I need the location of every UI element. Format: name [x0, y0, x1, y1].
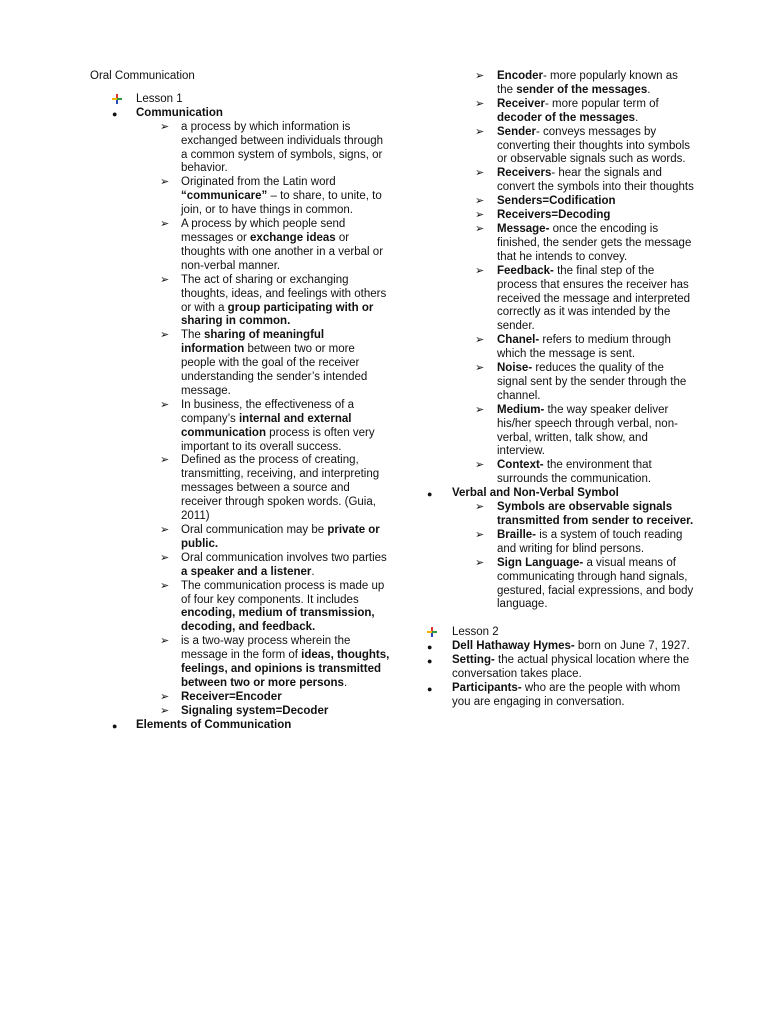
sub-list-item [90, 691, 390, 705]
bold-text: Senders=Codification [497, 195, 616, 208]
sub-list-item [425, 501, 695, 529]
bold-text: decoder of the messages [497, 111, 636, 124]
bold-text: Dell Hathaway Hymes- [452, 640, 575, 653]
text: process is often very important to its overall success. [181, 426, 375, 453]
list-item [425, 682, 695, 710]
bold-text: Communication [136, 106, 223, 119]
item-text [181, 329, 390, 399]
arrow-bullet-icon: ➢ [160, 218, 170, 231]
bullet-icon: ● [112, 720, 118, 731]
item-text [452, 682, 695, 710]
text: . [647, 83, 651, 96]
text: between two or more people with the goal of the receiver understanding the sender’s intended message. [181, 343, 368, 397]
text: once the encoding is finished, the sender gets the message that he intends to convey. [497, 222, 692, 263]
text: who are the people with whom you are engaging in conversation. [452, 681, 681, 708]
item-text [497, 459, 695, 487]
text: is a two-way process wherein the message in the form of [181, 635, 351, 662]
item-text [497, 334, 695, 362]
arrow-bullet-icon: ➢ [475, 528, 485, 541]
bold-text: Chanel- [497, 334, 540, 347]
bold-text: Symbols are observable signals transmitted from sender to receiver. [497, 501, 694, 527]
sub-list-item [425, 167, 695, 195]
sub-list-item [425, 195, 695, 209]
arrow-bullet-icon: ➢ [475, 125, 485, 138]
item-text [497, 501, 695, 529]
arrow-bullet-icon: ➢ [475, 222, 485, 235]
arrow-bullet-icon: ➢ [475, 362, 485, 375]
text: the way speaker deliver his/her speech through verbal, non-verbal, written, talk show, and interview. [497, 403, 678, 458]
sub-list-item [90, 329, 390, 399]
bold-text: Message- [497, 222, 550, 235]
item-text [136, 719, 390, 733]
bold-text: Receivers=Decoding [497, 209, 611, 222]
text: the final step of the process that ensures the receiver has received the message and interpreted correctly as it was intended by the sender. [497, 264, 691, 333]
text: The act of sharing or exchanging thoughts, ideas, and feelings with others or with a [181, 273, 387, 314]
bold-text: encoding, medium of transmission, decoding, and feedback. [181, 607, 375, 634]
item-text [181, 580, 390, 636]
text: - hear the signals and convert the symbols into their thoughts [497, 167, 694, 194]
sub-list-item [90, 454, 390, 524]
text: The communication process is made up of four key components. It includes [181, 579, 385, 606]
text: Lesson 2 [452, 626, 499, 639]
item-text [181, 399, 390, 455]
bold-text: exchange ideas [250, 231, 336, 244]
bold-text: group participating with or sharing in common. [181, 301, 374, 328]
sub-list-item [425, 404, 695, 460]
sub-list-item [90, 524, 390, 552]
arrow-bullet-icon: ➢ [160, 579, 170, 592]
list-item [90, 107, 390, 121]
item-text [452, 654, 695, 682]
right-column [425, 70, 695, 710]
text: . [343, 676, 348, 689]
sub-list-item [425, 209, 695, 223]
arrow-bullet-icon: ➢ [475, 459, 485, 472]
bold-text: Elements of Communication [136, 718, 292, 731]
sub-list-item [425, 557, 695, 613]
item-text [497, 362, 695, 404]
sub-list-item [425, 334, 695, 362]
text: the actual physical location where the conversation takes place. [452, 654, 690, 681]
text: the environment that surrounds the communication. [497, 459, 652, 486]
bold-text: Feedback- [497, 264, 554, 277]
item-text [497, 167, 695, 195]
bullet-icon: ● [427, 642, 433, 653]
bold-text: Verbal and Non-Verbal Symbol [452, 487, 619, 500]
item-text [497, 209, 695, 223]
sub-list-item [90, 176, 390, 218]
text: a process by which information is exchanged between individuals through a common system of symbols, signs, or behavior. [181, 120, 384, 175]
list-item [425, 487, 695, 501]
sub-list-item [425, 265, 695, 335]
text: Originated from the Latin word [181, 176, 336, 189]
text: Oral communication may be [181, 524, 328, 536]
bold-text: Sender [497, 125, 536, 138]
arrow-bullet-icon: ➢ [475, 70, 485, 82]
arrow-bullet-icon: ➢ [160, 690, 170, 703]
item-text [497, 70, 695, 98]
arrow-bullet-icon: ➢ [160, 524, 170, 536]
item-text [181, 552, 390, 580]
arrow-bullet-icon: ➢ [160, 398, 170, 411]
bullet-icon: ● [427, 489, 433, 500]
sub-list-item [90, 399, 390, 455]
left-column [90, 70, 390, 733]
sub-list-item [90, 552, 390, 580]
arrow-bullet-icon: ➢ [475, 264, 485, 277]
item-text [181, 274, 390, 330]
lesson-heading [90, 93, 390, 107]
bullet-icon: ● [427, 683, 433, 694]
bold-text: Setting- [452, 654, 495, 667]
item-text [497, 404, 695, 460]
arrow-bullet-icon: ➢ [475, 167, 485, 180]
item-text [181, 635, 390, 691]
sub-list-item [90, 121, 390, 177]
page-title: Oral Communication [90, 70, 195, 82]
bold-text: “communicare” [181, 190, 268, 203]
bold-text: Braille- [497, 528, 536, 541]
cross-icon [112, 94, 122, 104]
item-text [181, 691, 390, 705]
sub-list-item [425, 529, 695, 557]
item-text [136, 93, 390, 107]
bold-text: Sign Language- [497, 556, 584, 569]
bold-text: internal and external communication [181, 412, 352, 439]
list-item [425, 654, 695, 682]
arrow-bullet-icon: ➢ [160, 329, 170, 342]
arrow-bullet-icon: ➢ [475, 334, 485, 347]
text: . [311, 565, 315, 578]
text: is a system of touch reading and writing for blind persons. [497, 528, 683, 555]
arrow-bullet-icon: ➢ [160, 454, 170, 467]
sub-list-item [425, 126, 695, 168]
item-text [452, 487, 695, 501]
text: . [635, 111, 639, 124]
arrow-bullet-icon: ➢ [475, 501, 485, 514]
bold-text: Context- [497, 459, 544, 472]
lesson-heading [425, 626, 695, 640]
arrow-bullet-icon: ➢ [160, 120, 170, 133]
item-text [497, 223, 695, 265]
item-text [497, 126, 695, 168]
item-text [497, 265, 695, 335]
cross-icon [427, 627, 437, 637]
bold-text: Medium- [497, 403, 545, 416]
item-text [136, 107, 390, 121]
item-text [181, 218, 390, 274]
bold-text: Encoder [497, 70, 544, 82]
bold-text: Receiver=Encoder [181, 690, 282, 703]
bold-text: private or public. [181, 524, 380, 550]
arrow-bullet-icon: ➢ [475, 403, 485, 416]
arrow-bullet-icon: ➢ [160, 273, 170, 286]
item-text [181, 454, 390, 524]
bold-text: sharing of meaningful information [181, 329, 325, 356]
text: - more popularly known as the [497, 70, 678, 96]
arrow-bullet-icon: ➢ [160, 176, 170, 189]
text: - conveys messages by converting their thoughts into symbols or observable signals such as words. [497, 125, 691, 166]
sub-list-item [425, 70, 695, 98]
arrow-bullet-icon: ➢ [475, 556, 485, 569]
item-text [181, 121, 390, 177]
sub-list-item [425, 362, 695, 404]
text: - more popular term of [544, 97, 659, 110]
sub-list-item [425, 223, 695, 265]
sub-list-item [90, 580, 390, 636]
arrow-bullet-icon: ➢ [475, 209, 485, 222]
bullet-icon: ● [427, 656, 433, 667]
sub-list-item [90, 218, 390, 274]
bullet-icon: ● [112, 108, 118, 119]
arrow-bullet-icon: ➢ [160, 635, 170, 648]
arrow-bullet-icon: ➢ [160, 704, 170, 717]
text: – to share, to unite, to join, or to have things in common. [181, 190, 382, 217]
item-text [181, 705, 390, 719]
text: A process by which people send messages or [181, 218, 346, 244]
item-text [497, 557, 695, 613]
bold-text: sender of the messages [516, 83, 648, 96]
item-text [181, 176, 390, 218]
sub-list-item [90, 635, 390, 691]
text: The [181, 329, 205, 342]
text: Oral communication involves two parties [181, 551, 387, 564]
text: Lesson 1 [136, 92, 183, 105]
bold-text: Noise- [497, 362, 533, 375]
bold-text: Receiver [497, 97, 545, 110]
item-text [452, 626, 695, 640]
text: born on June 7, 1927. [574, 640, 690, 653]
bold-text: Participants- [452, 681, 522, 694]
arrow-bullet-icon: ➢ [475, 97, 485, 110]
text: In business, the effectiveness of a company’s [181, 398, 355, 425]
bold-text: Receivers [497, 167, 552, 180]
text: reduces the quality of the signal sent by the sender through the channel. [497, 362, 687, 402]
sub-list-item [425, 98, 695, 126]
list-item [90, 719, 390, 733]
text: a visual means of communicating through hand signals, gestured, facial expressions, and body language. [497, 556, 694, 611]
bold-text: a speaker and a listener [181, 565, 312, 578]
arrow-bullet-icon: ➢ [160, 551, 170, 564]
text: Defined as the process of creating, transmitting, receiving, and interpreting messages between a source and receiver through spoken words. (Guia, 2011) [181, 454, 380, 523]
text: or thoughts with one another in a verbal or non-verbal manner. [181, 231, 384, 272]
bold-text: ideas, thoughts, feelings, and opinions is transmitted between two or more persons [181, 649, 390, 689]
arrow-bullet-icon: ➢ [475, 195, 485, 208]
item-text [497, 98, 695, 126]
text: refers to medium through which the message is sent. [497, 334, 671, 361]
item-text [497, 529, 695, 557]
spacer [425, 612, 695, 626]
sub-list-item [90, 705, 390, 719]
bold-text: Signaling system=Decoder [181, 704, 329, 717]
item-text [181, 524, 390, 552]
sub-list-item [425, 459, 695, 487]
item-text [497, 195, 695, 209]
item-text [452, 640, 695, 654]
sub-list-item [90, 274, 390, 330]
list-item [425, 640, 695, 654]
